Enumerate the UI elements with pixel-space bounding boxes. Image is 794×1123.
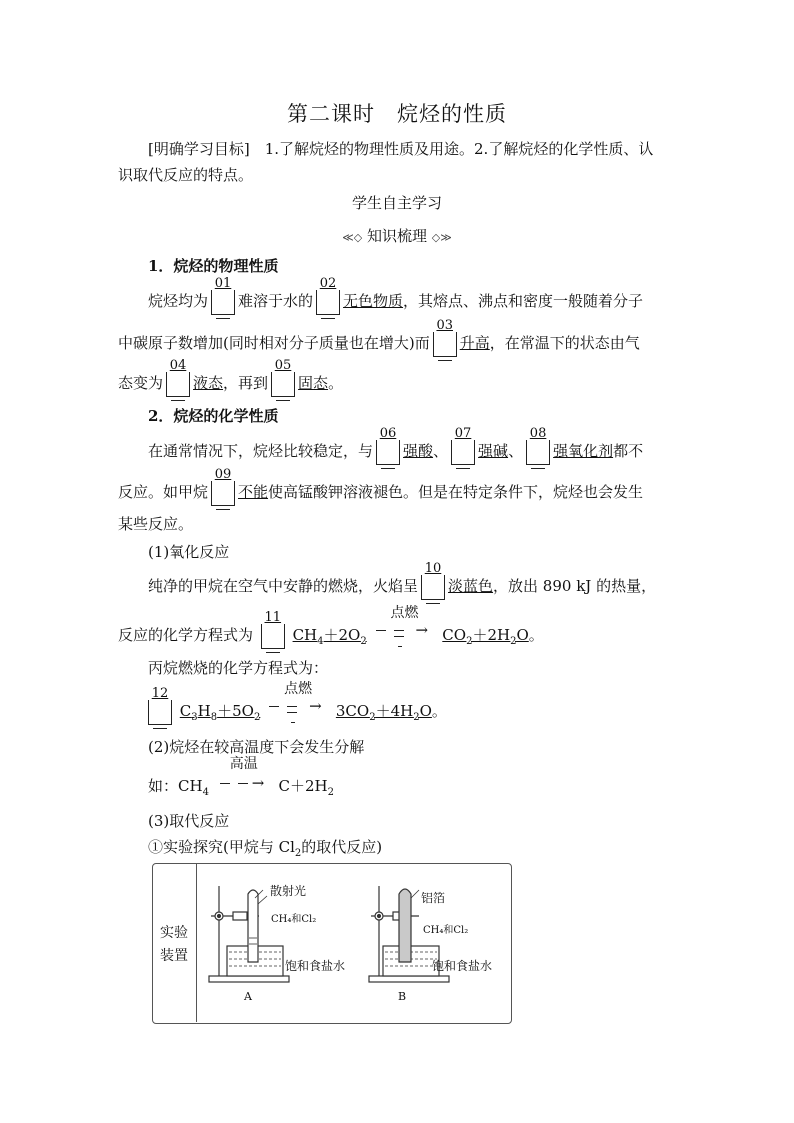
blank-box-03: 03	[433, 332, 457, 357]
decomposition-products: $C+2H_2$	[278, 777, 334, 798]
table-row-label-2: 装置	[160, 948, 188, 964]
propane-equation-reactants: $C_3H_8+5O_2$	[179, 702, 261, 723]
oxidation-heading: (1)氧化反应	[148, 543, 230, 561]
label-b: B	[398, 990, 407, 1003]
blank-box-07: 07	[451, 440, 475, 465]
methane-equation-line: 反应的化学方程式为 11 $CH_4+2O_2$ 点燃 → $CO_2+2H_2O$。	[118, 622, 544, 649]
blank-box-04: 04	[166, 372, 190, 397]
blank-box-01: 01	[211, 290, 235, 315]
gas-label-a: CH₄和Cl₂	[271, 914, 317, 925]
blank-box-12: 12	[148, 700, 172, 725]
ignite-arrow-2: 点燃 →	[265, 698, 331, 724]
chemical-line3: 某些反应。	[118, 515, 194, 533]
blank-box-11: 11	[261, 624, 285, 649]
propane-equation-line: 12 $C_3H_8+5O_2$ 点燃 → $3CO_2+4H_2O$。	[148, 698, 447, 725]
water-label-b: 饱和食盐水	[432, 959, 493, 973]
methane-equation-reactants: $CH_4+2O_2$	[292, 626, 367, 647]
oxidation-line1: 纯净的甲烷在空气中安静的燃烧，火焰呈 10 淡蓝色，放出 890 kJ 的热量，	[148, 575, 656, 600]
sub-heading-text: 知识梳理	[366, 227, 427, 245]
high-temp-arrow: 高温 →	[214, 773, 274, 799]
gas-label-b: CH₄和Cl₂	[423, 925, 469, 936]
blank-box-05: 05	[271, 372, 295, 397]
foil-label: 铝箔	[421, 891, 446, 905]
physical-line1: 烷烃均为 01 难溶于水的 02 无色物质，其熔点、沸点和密度一般随着分子	[148, 290, 643, 315]
chemical-heading: 2．烷烃的化学性质	[148, 407, 279, 425]
learning-goals-line1: [明确学习目标] 1.了解烷烃的物理性质及用途。2.了解烷烃的化学性质、认	[148, 140, 654, 158]
diamond-left-icon: ≪◇	[342, 231, 363, 244]
physical-line2: 中碳原子数增加(同时相对分子质量也在增大)而 03 升高，在常温下的状态由气	[118, 332, 640, 357]
blank-box-02: 02	[316, 290, 340, 315]
label-a: A	[244, 990, 252, 1003]
chemical-line1: 在通常情况下，烷烃比较稳定，与 06 强酸、 07 强碱、 08 强氧化剂都不	[148, 440, 643, 465]
propane-equation-products: $3CO_2+4H_2O$	[335, 702, 432, 723]
decomposition-heading: (2)烷烃在较高温度下会发生分解	[148, 738, 365, 756]
diamond-right-icon: ◇≫	[431, 231, 452, 244]
decomposition-equation: 如：$CH_4$ 高温 → $C+2H_2$	[148, 756, 334, 798]
experiment-heading: ①实验探究(甲烷与 $Cl_2$的取代反应)	[148, 838, 383, 859]
page-title: 第二课时 烷烃的性质	[287, 102, 507, 126]
propane-heading: 丙烷燃烧的化学方程式为：	[148, 659, 329, 677]
water-label-a: 饱和食盐水	[285, 959, 346, 973]
methane-equation-products: $CO_2+2H_2O$	[442, 626, 529, 647]
learning-goals-line2: 识取代反应的特点。	[118, 166, 254, 184]
substitution-heading: (3)取代反应	[148, 812, 230, 830]
blank-box-06: 06	[376, 440, 400, 465]
chemical-line2: 反应。如甲烷 09 不能使高锰酸钾溶液褪色。但是在特定条件下，烷烃也会发生	[118, 481, 643, 506]
blank-box-10: 10	[421, 575, 445, 600]
table-row-label-1: 实验	[160, 925, 188, 941]
scattered-light-label: 散射光	[270, 884, 307, 898]
blank-box-08: 08	[526, 440, 550, 465]
apparatus-a	[209, 886, 289, 982]
section-heading: 学生自主学习	[351, 194, 442, 212]
ignite-arrow: 点燃 →	[372, 622, 438, 648]
physical-line3: 态变为 04 液态，再到 05 固态。	[118, 372, 343, 397]
blank-box-09: 09	[211, 481, 235, 506]
sub-heading-box	[0, 225, 794, 246]
physical-heading: 1．烷烃的物理性质	[148, 257, 279, 275]
